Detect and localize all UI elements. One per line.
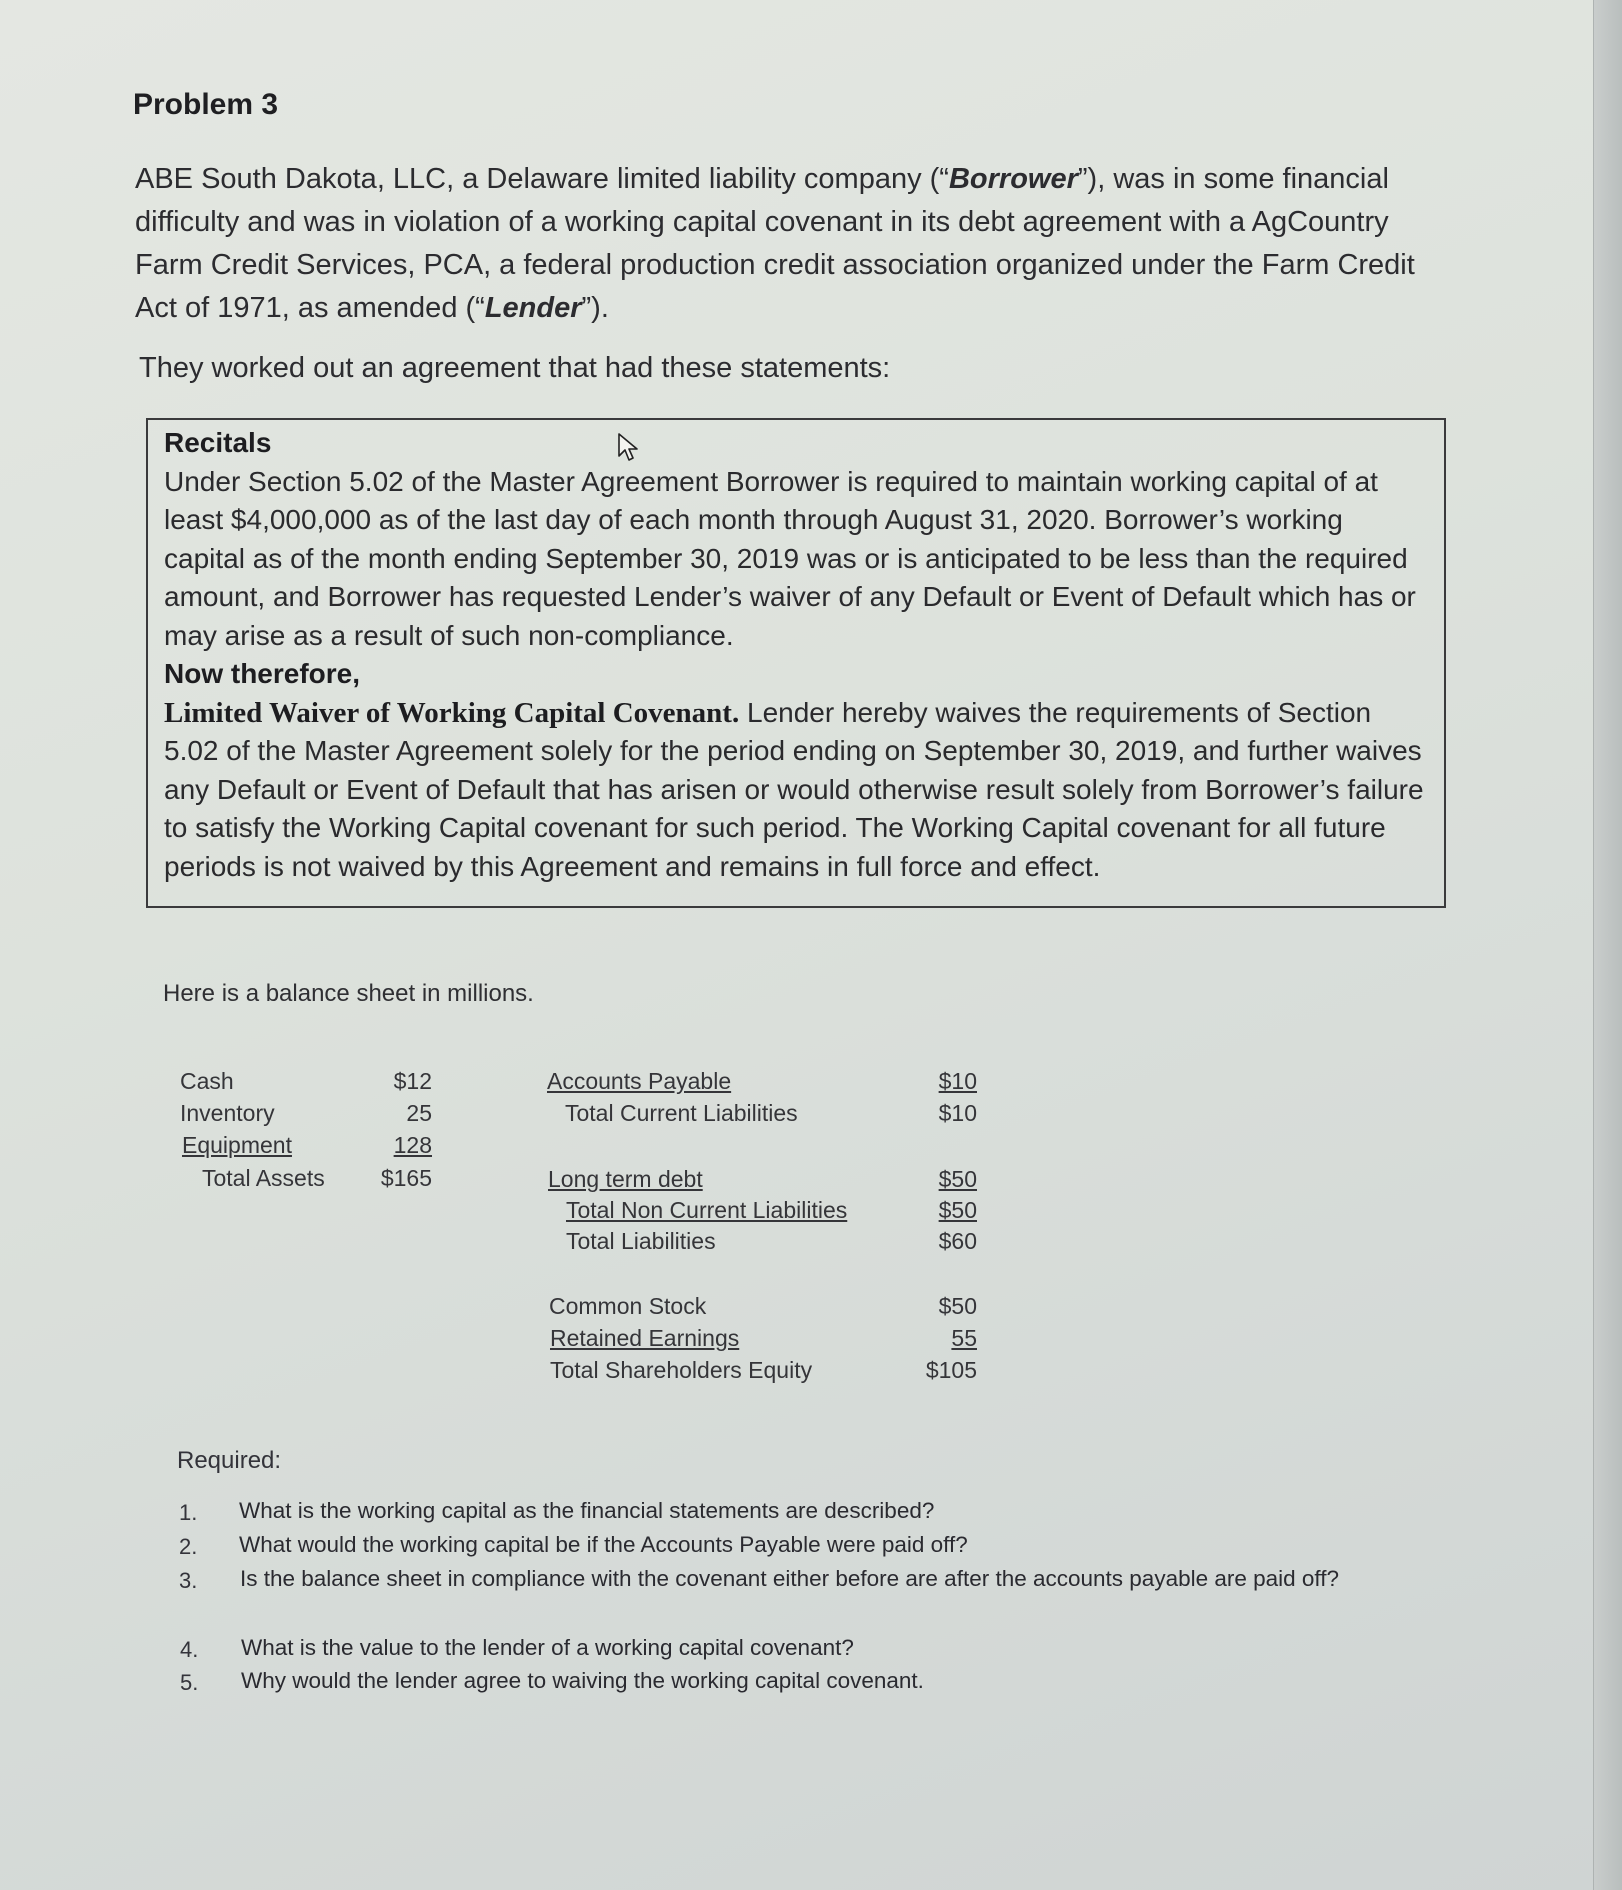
now-therefore: Now therefore, [164,658,361,689]
liability-label: Total Liabilities [566,1228,716,1254]
liability-value: $60 [938,1228,977,1254]
balance-sheet-intro: Here is a balance sheet in millions. [163,980,534,1007]
question-number: 1. [179,1500,198,1525]
equity-label: Retained Earnings [550,1325,740,1351]
question-number: 5. [180,1670,199,1695]
problem-title: Problem 3 [133,88,279,121]
required-label: Required: [177,1447,282,1474]
equity-label: Common Stock [549,1293,707,1319]
asset-label: Equipment [182,1132,292,1158]
intro-part-3: ”). [581,292,609,324]
total-assets-value: $165 [380,1165,432,1191]
intro-part-1: ABE South Dakota, LLC, a Delaware limited liability company (“ [135,163,949,195]
equity-value: $105 [925,1357,977,1383]
intro-part-2: ”), was in some financial difficulty and was in violation of a working capital covenant in its debt agreement with a AgCountry Farm Credit Services, PCA, a federal production credit association organized under the Farm Credit Act of 1971, as amended (“ [135,163,1415,324]
question-number: 2. [179,1534,198,1559]
liability-value: $10 [938,1100,977,1126]
asset-label: Cash [180,1068,234,1094]
waiver-text: Lender hereby waives the requirements of Section 5.02 of the Master Agreement solely for the period ending on September 30, 2019, and further waives any Default or Event of Default that has arisen or would otherwise result solely from Borrower’s failure to satisfy the Working Capital covenant for such period. The Working Capital covenant for all future periods is not waived by this Agreement and remains in full force and effect. [164,696,1424,882]
question-text: What is the working capital as the financial statements are described? [239,1498,935,1523]
liability-label: Total Current Liabilities [565,1100,798,1126]
question-number: 4. [180,1637,199,1662]
borrower-term: Borrower [948,163,1078,195]
mouse-cursor-icon [616,432,642,464]
worked-out-sentence: They worked out an agreement that had these statements: [139,352,891,384]
lender-term: Lender [484,292,582,324]
liability-label: Total Non Current Liabilities [566,1197,848,1223]
asset-value: $12 [393,1068,432,1094]
recitals-heading: Recitals [164,427,272,458]
waiver-heading: Limited Waiver of Working Capital Covenant. [164,696,740,729]
recitals-box [146,418,1446,908]
asset-value: 25 [406,1100,432,1126]
question-text: Why would the lender agree to waiving the working capital covenant. [241,1668,924,1693]
liability-label: Long term debt [548,1166,703,1192]
intro-paragraph [135,158,1455,330]
equity-value: 55 [951,1325,977,1351]
liability-value: $50 [938,1166,977,1192]
asset-value: 128 [393,1132,432,1158]
liability-value: $10 [938,1068,977,1094]
recitals-text: Under Section 5.02 of the Master Agreement Borrower is required to maintain working capital of at least $4,000,000 as of the last day of each month through August 31, 2020. Borrower’s working capital as of the month ending September 30, 2019 was or is anticipated to be less than the required amount, and Borrower has requested Lender’s waiver of any Default or Event of Default which has or may arise as a result of such non-compliance. [164,465,1416,651]
equity-label: Total Shareholders Equity [550,1357,813,1383]
total-assets-label: Total Assets [202,1165,325,1191]
question-text: What is the value to the lender of a working capital covenant? [241,1635,854,1660]
waiver-paragraph [164,694,1428,887]
page-edge [1593,0,1622,1890]
equity-value: $50 [938,1293,977,1319]
question-text: Is the balance sheet in compliance with the covenant either before are after the accounts payable are paid off? [240,1566,1340,1591]
question-number: 3. [179,1568,198,1593]
question-text: What would the working capital be if the Accounts Payable were paid off? [239,1532,968,1557]
asset-label: Inventory [180,1100,275,1126]
liability-value: $50 [938,1197,977,1223]
liability-label: Accounts Payable [547,1068,732,1094]
